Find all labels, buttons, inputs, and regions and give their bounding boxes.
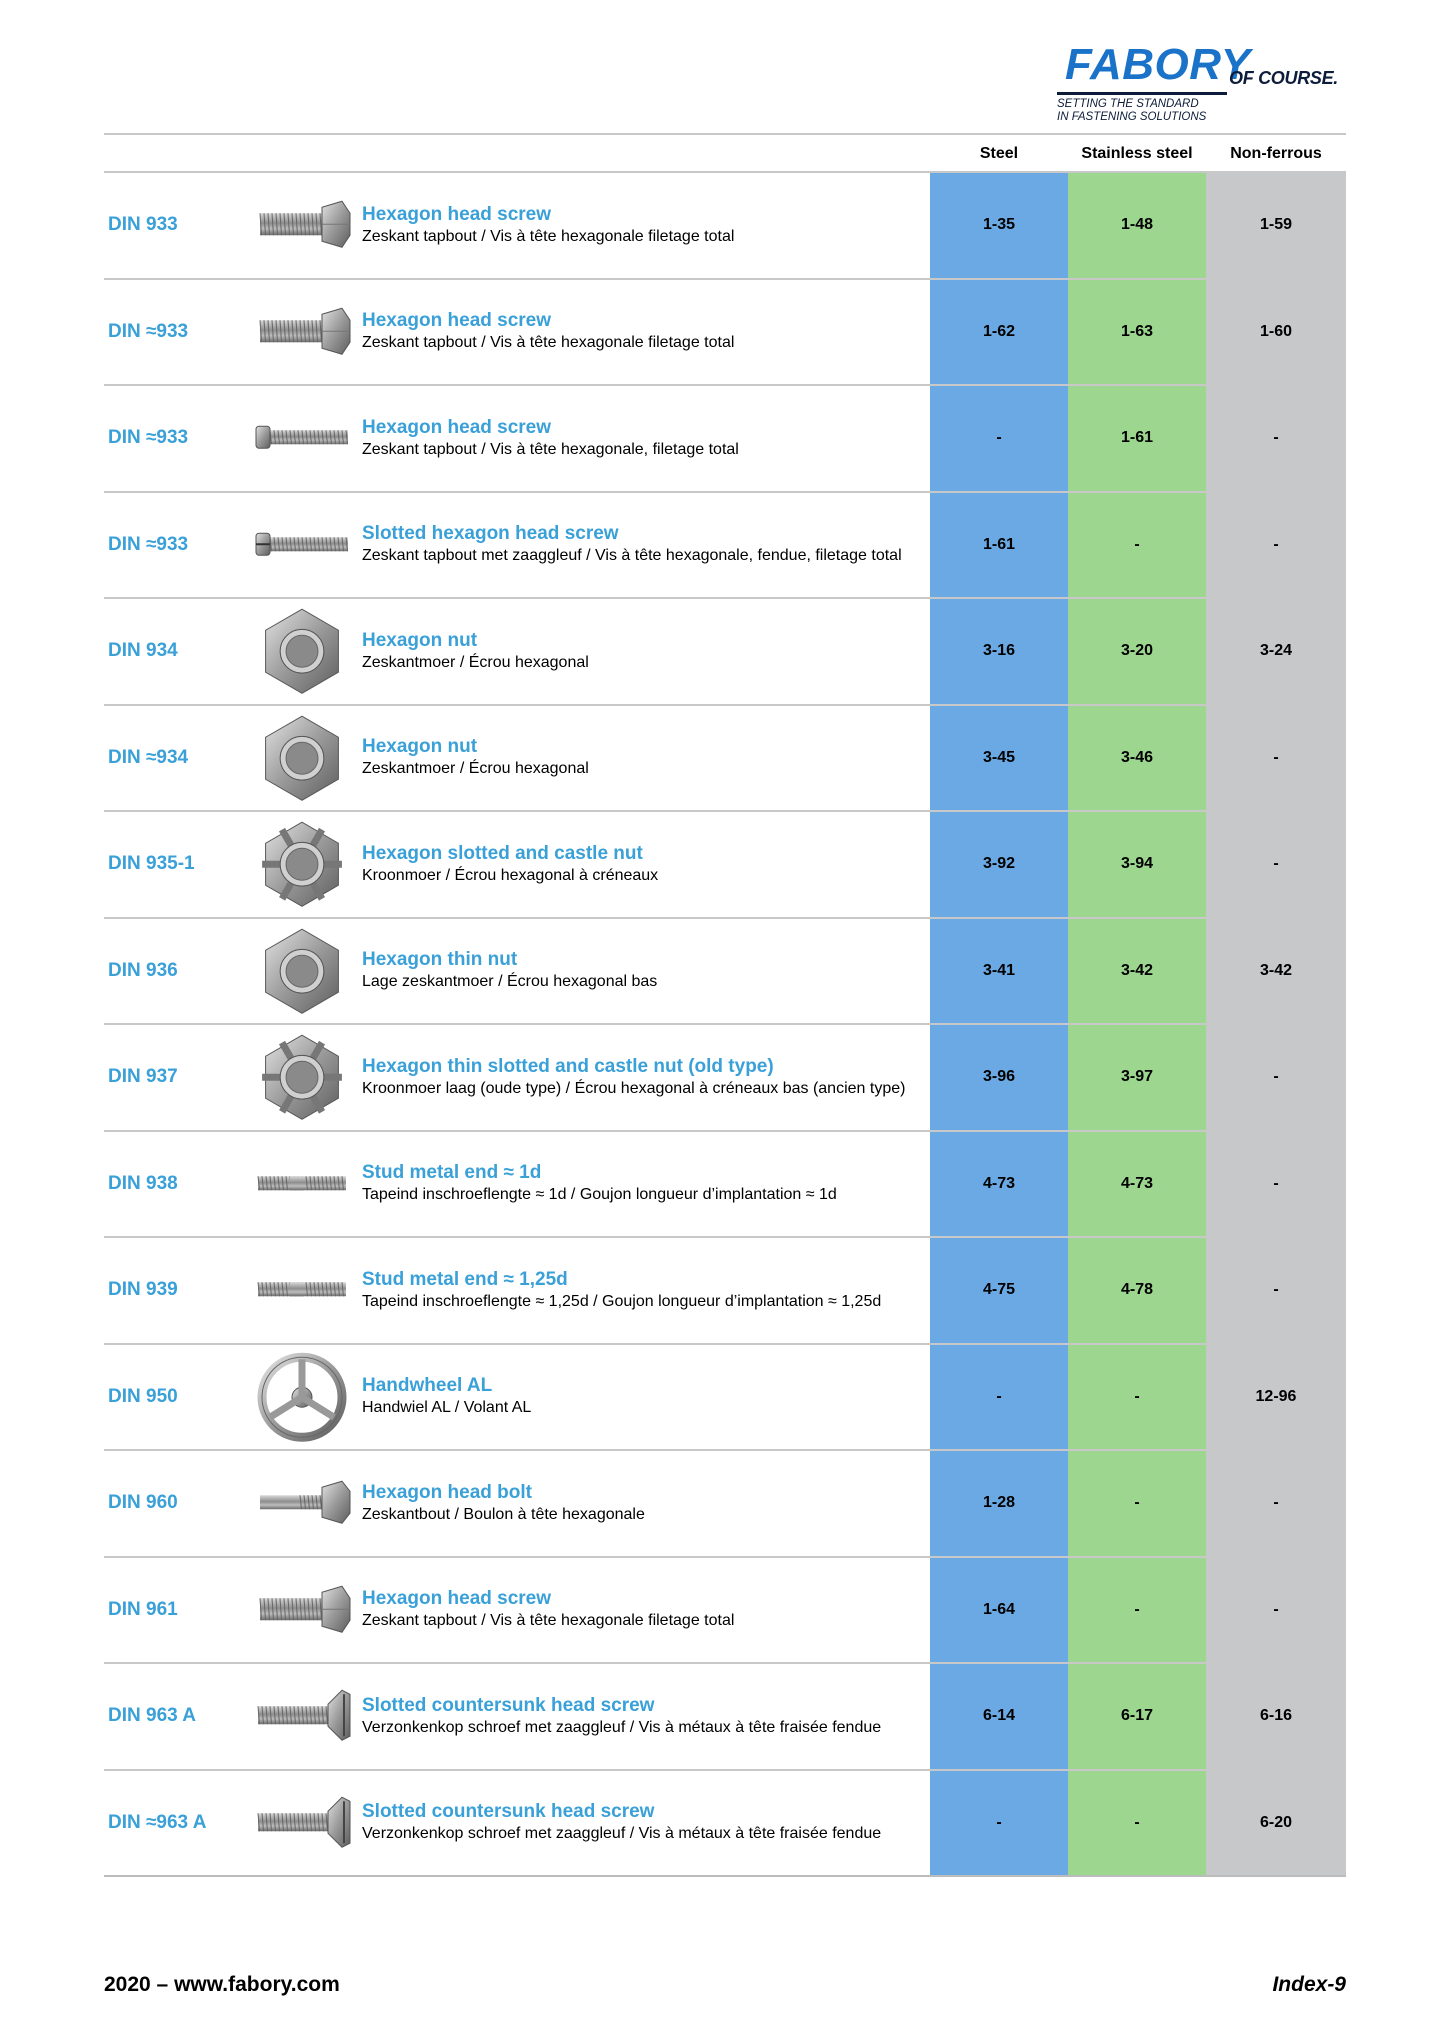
table-body xyxy=(104,173,1346,1877)
din-code: DIN 938 xyxy=(108,1172,178,1194)
table-row xyxy=(104,1345,1346,1452)
steel-page-ref: 3-92 xyxy=(930,812,1068,917)
steel-page-ref: 6-14 xyxy=(930,1664,1068,1769)
nonferrous-page-ref: - xyxy=(1206,1025,1346,1130)
table-row xyxy=(104,386,1346,493)
product-description xyxy=(362,1238,922,1343)
product-translation: Verzonkenkop schroef met zaaggleuf / Vis à métaux à tête fraisée fendue xyxy=(362,1825,882,1843)
product-description xyxy=(362,1771,922,1876)
product-translation: Handwiel AL / Volant AL xyxy=(362,1399,532,1417)
nonferrous-page-ref: - xyxy=(1206,386,1346,491)
nonferrous-page-ref: - xyxy=(1206,706,1346,811)
steel-page-ref: 4-75 xyxy=(930,1238,1068,1343)
stainless-page-ref: 1-63 xyxy=(1068,280,1206,385)
countersunk-screw-icon xyxy=(250,1771,354,1876)
product-description xyxy=(362,706,922,811)
logo-tagline-2: IN FASTENING SOLUTIONS xyxy=(1057,111,1207,123)
product-title: Slotted countersunk head screw xyxy=(362,1801,655,1823)
hex-nut-icon xyxy=(250,599,354,704)
product-description xyxy=(362,919,922,1024)
product-description xyxy=(362,493,922,598)
product-description xyxy=(362,599,922,704)
din-code: DIN 950 xyxy=(108,1385,178,1407)
product-translation: Zeskant tapbout met zaaggleuf / Vis à tête hexagonale, fendue, filetage total xyxy=(362,547,902,565)
nonferrous-page-ref: 6-20 xyxy=(1206,1771,1346,1876)
product-title: Hexagon head screw xyxy=(362,310,552,332)
product-translation: Zeskantbout / Boulon à tête hexagonale xyxy=(362,1505,645,1523)
steel-page-ref: 3-41 xyxy=(930,919,1068,1024)
table-row xyxy=(104,1238,1346,1345)
product-title: Hexagon head bolt xyxy=(362,1481,532,1503)
table-header xyxy=(104,135,1346,173)
nonferrous-page-ref: - xyxy=(1206,1451,1346,1556)
table-row xyxy=(104,493,1346,600)
steel-page-ref: 1-64 xyxy=(930,1558,1068,1663)
stainless-page-ref: 3-94 xyxy=(1068,812,1206,917)
product-title: Hexagon head screw xyxy=(362,1588,552,1610)
din-code: DIN 937 xyxy=(108,1066,178,1088)
castle-nut-icon xyxy=(250,1025,354,1130)
product-title: Hexagon nut xyxy=(362,736,478,758)
product-translation: Zeskantmoer / Écrou hexagonal xyxy=(362,760,589,778)
din-code: DIN 963 A xyxy=(108,1705,196,1727)
product-translation: Zeskantmoer / Écrou hexagonal xyxy=(362,653,589,671)
steel-page-ref: 3-45 xyxy=(930,706,1068,811)
castle-nut-icon xyxy=(250,812,354,917)
product-description xyxy=(362,386,922,491)
steel-page-ref: 3-96 xyxy=(930,1025,1068,1130)
handwheel-icon xyxy=(250,1345,354,1450)
product-description xyxy=(362,1345,922,1450)
product-translation: Zeskant tapbout / Vis à tête hexagonale, filetage total xyxy=(362,440,739,458)
nonferrous-page-ref: - xyxy=(1206,1132,1346,1237)
fabory-logo xyxy=(1047,40,1347,130)
slotted-hex-screw-icon xyxy=(250,493,354,598)
product-translation: Zeskant tapbout / Vis à tête hexagonale filetage total xyxy=(362,1612,735,1630)
product-description xyxy=(362,1025,922,1130)
stainless-page-ref: 6-17 xyxy=(1068,1664,1206,1769)
steel-page-ref: 1-62 xyxy=(930,280,1068,385)
din-code: DIN ≈934 xyxy=(108,746,189,768)
stainless-page-ref: 1-48 xyxy=(1068,173,1206,278)
nonferrous-page-ref: - xyxy=(1206,812,1346,917)
stainless-page-ref: 3-97 xyxy=(1068,1025,1206,1130)
nonferrous-page-ref: 3-24 xyxy=(1206,599,1346,704)
product-title: Hexagon thin slotted and castle nut (old type) xyxy=(362,1055,774,1077)
logo-underline xyxy=(1057,92,1227,95)
table-row xyxy=(104,173,1346,280)
product-title: Stud metal end ≈ 1d xyxy=(362,1162,542,1184)
table-row xyxy=(104,706,1346,813)
table-row xyxy=(104,812,1346,919)
product-description xyxy=(362,1132,922,1237)
table-row xyxy=(104,1558,1346,1665)
stainless-page-ref: 3-46 xyxy=(1068,706,1206,811)
nonferrous-page-ref: 1-59 xyxy=(1206,173,1346,278)
stainless-page-ref: - xyxy=(1068,493,1206,598)
stainless-page-ref: - xyxy=(1068,1558,1206,1663)
stud-icon xyxy=(250,1132,354,1237)
product-title: Handwheel AL xyxy=(362,1375,493,1397)
steel-page-ref: 1-35 xyxy=(930,173,1068,278)
steel-page-ref: 4-73 xyxy=(930,1132,1068,1237)
product-title: Slotted countersunk head screw xyxy=(362,1694,655,1716)
logo-tagline xyxy=(1057,98,1206,124)
footer-page-number: Index-9 xyxy=(1272,1973,1346,1996)
stainless-page-ref: 4-78 xyxy=(1068,1238,1206,1343)
steel-page-ref: - xyxy=(930,386,1068,491)
hex-screw-icon xyxy=(250,173,354,278)
stainless-page-ref: - xyxy=(1068,1451,1206,1556)
nonferrous-page-ref: - xyxy=(1206,1558,1346,1663)
hex-nut-icon xyxy=(250,706,354,811)
steel-page-ref: - xyxy=(930,1771,1068,1876)
nonferrous-page-ref: - xyxy=(1206,493,1346,598)
product-translation: Lage zeskantmoer / Écrou hexagonal bas xyxy=(362,973,658,991)
logo-slogan: OF COURSE. xyxy=(1229,68,1339,88)
product-description xyxy=(362,1451,922,1556)
din-code: DIN 933 xyxy=(108,214,178,236)
product-title: Hexagon head screw xyxy=(362,203,552,225)
thin-nut-icon xyxy=(250,919,354,1024)
logo-brand: FABORY xyxy=(1065,40,1251,89)
nonferrous-page-ref: 3-42 xyxy=(1206,919,1346,1024)
product-translation: Zeskant tapbout / Vis à tête hexagonale filetage total xyxy=(362,334,735,352)
product-index-table xyxy=(104,133,1346,1877)
product-translation: Zeskant tapbout / Vis à tête hexagonale filetage total xyxy=(362,227,735,245)
din-code: DIN ≈963 A xyxy=(108,1811,207,1833)
nonferrous-page-ref: 6-16 xyxy=(1206,1664,1346,1769)
nonferrous-page-ref: 1-60 xyxy=(1206,280,1346,385)
din-code: DIN ≈933 xyxy=(108,427,189,449)
din-code: DIN ≈933 xyxy=(108,320,189,342)
product-translation: Kroonmoer / Écrou hexagonal à créneaux xyxy=(362,866,659,884)
steel-page-ref: 3-16 xyxy=(930,599,1068,704)
stainless-page-ref: 3-42 xyxy=(1068,919,1206,1024)
stainless-page-ref: - xyxy=(1068,1345,1206,1450)
table-row xyxy=(104,599,1346,706)
product-description xyxy=(362,812,922,917)
product-title: Hexagon slotted and castle nut xyxy=(362,842,643,864)
din-code: DIN 934 xyxy=(108,640,178,662)
table-row xyxy=(104,919,1346,1026)
table-row xyxy=(104,280,1346,387)
product-title: Slotted hexagon head screw xyxy=(362,523,619,545)
product-translation: Kroonmoer laag (oude type) / Écrou hexagonal à créneaux bas (ancien type) xyxy=(362,1079,906,1097)
countersunk-screw-icon xyxy=(250,1664,354,1769)
stainless-page-ref: - xyxy=(1068,1771,1206,1876)
din-code: DIN 935-1 xyxy=(108,853,195,875)
nonferrous-page-ref: - xyxy=(1206,1238,1346,1343)
product-title: Hexagon thin nut xyxy=(362,949,518,971)
product-description xyxy=(362,1558,922,1663)
footer-website: 2020 – www.fabory.com xyxy=(104,1973,340,1996)
header-steel: Steel xyxy=(979,145,1019,162)
product-description xyxy=(362,1664,922,1769)
table-row xyxy=(104,1025,1346,1132)
hex-screw-icon xyxy=(250,280,354,385)
product-title: Stud metal end ≈ 1,25d xyxy=(362,1268,568,1290)
din-code: DIN 960 xyxy=(108,1492,178,1514)
product-description xyxy=(362,173,922,278)
header-nonferrous: Non-ferrous xyxy=(1230,145,1322,162)
stainless-page-ref: 1-61 xyxy=(1068,386,1206,491)
table-row xyxy=(104,1771,1346,1878)
nonferrous-page-ref: 12-96 xyxy=(1206,1345,1346,1450)
product-translation: Tapeind inschroeflengte ≈ 1d / Goujon longueur d’implantation ≈ 1d xyxy=(362,1186,837,1204)
steel-page-ref: 1-28 xyxy=(930,1451,1068,1556)
table-row xyxy=(104,1664,1346,1771)
logo-tagline-1: SETTING THE STANDARD xyxy=(1057,98,1199,110)
hex-bolt-icon xyxy=(250,1451,354,1556)
din-code: DIN 961 xyxy=(108,1598,178,1620)
stud-icon xyxy=(250,1238,354,1343)
header-stainless: Stainless steel xyxy=(1081,145,1193,162)
product-description xyxy=(362,280,922,385)
hex-screw-long-icon xyxy=(250,386,354,491)
din-code: DIN 939 xyxy=(108,1279,178,1301)
steel-page-ref: - xyxy=(930,1345,1068,1450)
stainless-page-ref: 3-20 xyxy=(1068,599,1206,704)
din-code: DIN ≈933 xyxy=(108,533,189,555)
hex-screw-icon xyxy=(250,1558,354,1663)
table-row xyxy=(104,1451,1346,1558)
table-row xyxy=(104,1132,1346,1239)
stainless-page-ref: 4-73 xyxy=(1068,1132,1206,1237)
steel-page-ref: 1-61 xyxy=(930,493,1068,598)
product-translation: Verzonkenkop schroef met zaaggleuf / Vis à métaux à tête fraisée fendue xyxy=(362,1718,882,1736)
product-title: Hexagon head screw xyxy=(362,416,552,438)
product-translation: Tapeind inschroeflengte ≈ 1,25d / Goujon longueur d’implantation ≈ 1,25d xyxy=(362,1292,882,1310)
din-code: DIN 936 xyxy=(108,959,178,981)
product-title: Hexagon nut xyxy=(362,629,478,651)
